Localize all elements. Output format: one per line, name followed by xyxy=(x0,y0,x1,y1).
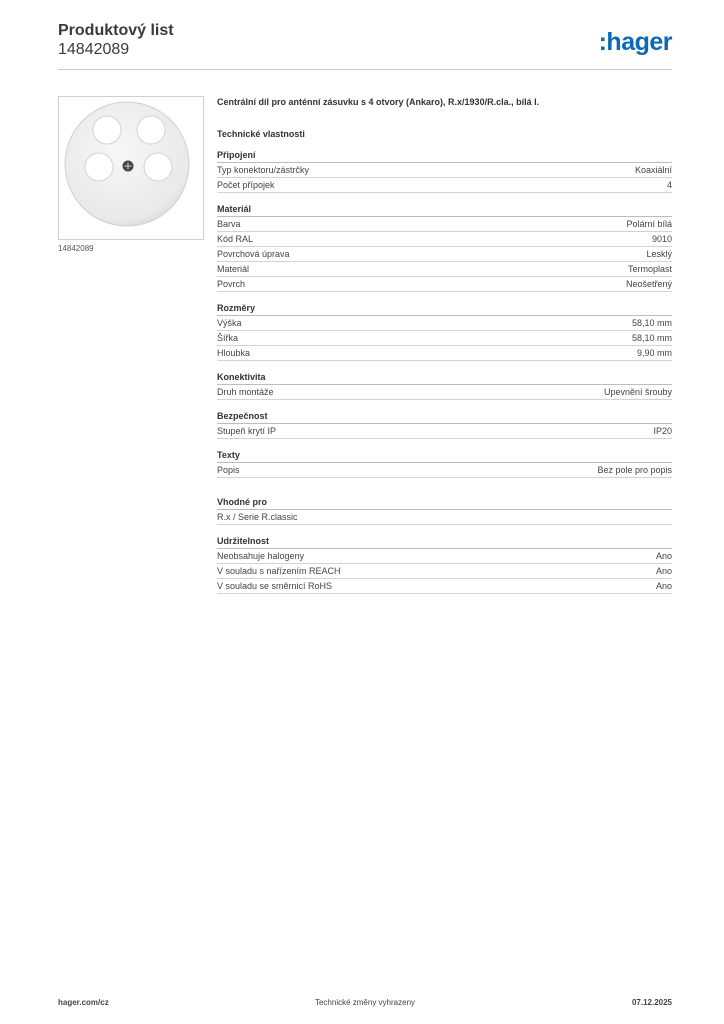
spec-section-title: Bezpečnost xyxy=(217,409,672,424)
spec-value: Ano xyxy=(655,566,672,576)
spec-value: IP20 xyxy=(653,426,672,436)
spec-section-title: Připojení xyxy=(217,148,672,163)
spec-value: 4 xyxy=(666,180,672,190)
spec-row xyxy=(217,178,672,193)
spec-value: Neošetřený xyxy=(625,279,672,289)
header-divider xyxy=(58,69,672,70)
technical-properties-heading: Technické vlastnosti xyxy=(217,129,305,139)
spec-section xyxy=(217,148,672,193)
spec-label: Povrchová úprava xyxy=(217,249,290,259)
spec-section xyxy=(217,370,672,400)
spec-value: Bez pole pro popis xyxy=(597,465,672,475)
spec-row xyxy=(217,346,672,361)
spec-label: Barva xyxy=(217,219,241,229)
spec-label: Počet přípojek xyxy=(217,180,275,190)
page-title: Produktový list xyxy=(58,22,174,39)
spec-section xyxy=(217,202,672,292)
spec-row xyxy=(217,424,672,439)
spec-value: 9010 xyxy=(651,234,672,244)
spec-label: Hloubka xyxy=(217,348,251,358)
spec-value: Lesklý xyxy=(646,249,672,259)
spec-value: Ano xyxy=(655,581,672,591)
spec-value: Termoplast xyxy=(627,264,672,274)
spec-section-title: Materiál xyxy=(217,202,672,217)
spec-section xyxy=(217,409,672,439)
spec-sections xyxy=(217,148,672,594)
footer-date: 07.12.2025 xyxy=(631,998,672,1007)
spec-section xyxy=(217,301,672,361)
spec-row xyxy=(217,316,672,331)
spec-section-title: Konektivita xyxy=(217,370,672,385)
product-description: Centrální díl pro anténní zásuvku s 4 otvory (Ankaro), R.x/1930/R.cla., bílá l. xyxy=(217,97,540,107)
spec-label: Šířka xyxy=(217,333,239,343)
spec-section xyxy=(217,534,672,594)
spec-section-title: Udržitelnost xyxy=(217,534,672,549)
spec-row xyxy=(217,510,672,525)
spec-label: Povrch xyxy=(217,279,246,289)
spec-value: Ano xyxy=(655,551,672,561)
spec-label: Stupeň krytí IP xyxy=(217,426,277,436)
spec-value: 58,10 mm xyxy=(631,333,672,343)
product-details xyxy=(217,96,672,594)
product-number: 14842089 xyxy=(58,41,130,58)
spec-row xyxy=(217,277,672,292)
spec-row xyxy=(217,331,672,346)
spec-label: Výška xyxy=(217,318,242,328)
spec-row xyxy=(217,463,672,478)
product-image xyxy=(59,97,203,239)
spec-row xyxy=(217,163,672,178)
spec-row xyxy=(217,262,672,277)
spec-row xyxy=(217,232,672,247)
spec-label: Typ konektoru/zástrčky xyxy=(217,165,310,175)
spec-section-title: Texty xyxy=(217,448,672,463)
footer-disclaimer: Technické změny vyhrazeny xyxy=(314,998,416,1007)
spec-label: R.x / Serie R.classic xyxy=(217,512,298,522)
spec-value: 58,10 mm xyxy=(631,318,672,328)
spec-section xyxy=(217,495,672,525)
spec-row xyxy=(217,564,672,579)
spec-value: Polární bílá xyxy=(626,219,672,229)
spec-row xyxy=(217,579,672,594)
spec-value: Koaxiální xyxy=(634,165,672,175)
spec-section-title: Vhodné pro xyxy=(217,495,672,510)
spec-row xyxy=(217,549,672,564)
page-header xyxy=(58,21,174,59)
hager-logo[interactable]: :hager xyxy=(598,28,672,56)
spec-label: V souladu se směrnicí RoHS xyxy=(217,581,333,591)
spec-label: Druh montáže xyxy=(217,387,274,397)
spec-row xyxy=(217,385,672,400)
spec-value: Upevnění šrouby xyxy=(603,387,672,397)
spec-section xyxy=(217,448,672,478)
spec-value: 9,90 mm xyxy=(636,348,672,358)
spec-label: V souladu s nařízením REACH xyxy=(217,566,341,576)
spec-row xyxy=(217,217,672,232)
product-image-frame xyxy=(58,96,204,240)
image-caption: 14842089 xyxy=(58,244,94,253)
spec-label: Materiál xyxy=(217,264,250,274)
spec-label: Neobsahuje halogeny xyxy=(217,551,305,561)
spec-row xyxy=(217,247,672,262)
spec-label: Popis xyxy=(217,465,240,475)
spec-label: Kód RAL xyxy=(217,234,254,244)
spec-section-title: Rozměry xyxy=(217,301,672,316)
footer-website[interactable]: hager.com/cz xyxy=(58,998,109,1007)
